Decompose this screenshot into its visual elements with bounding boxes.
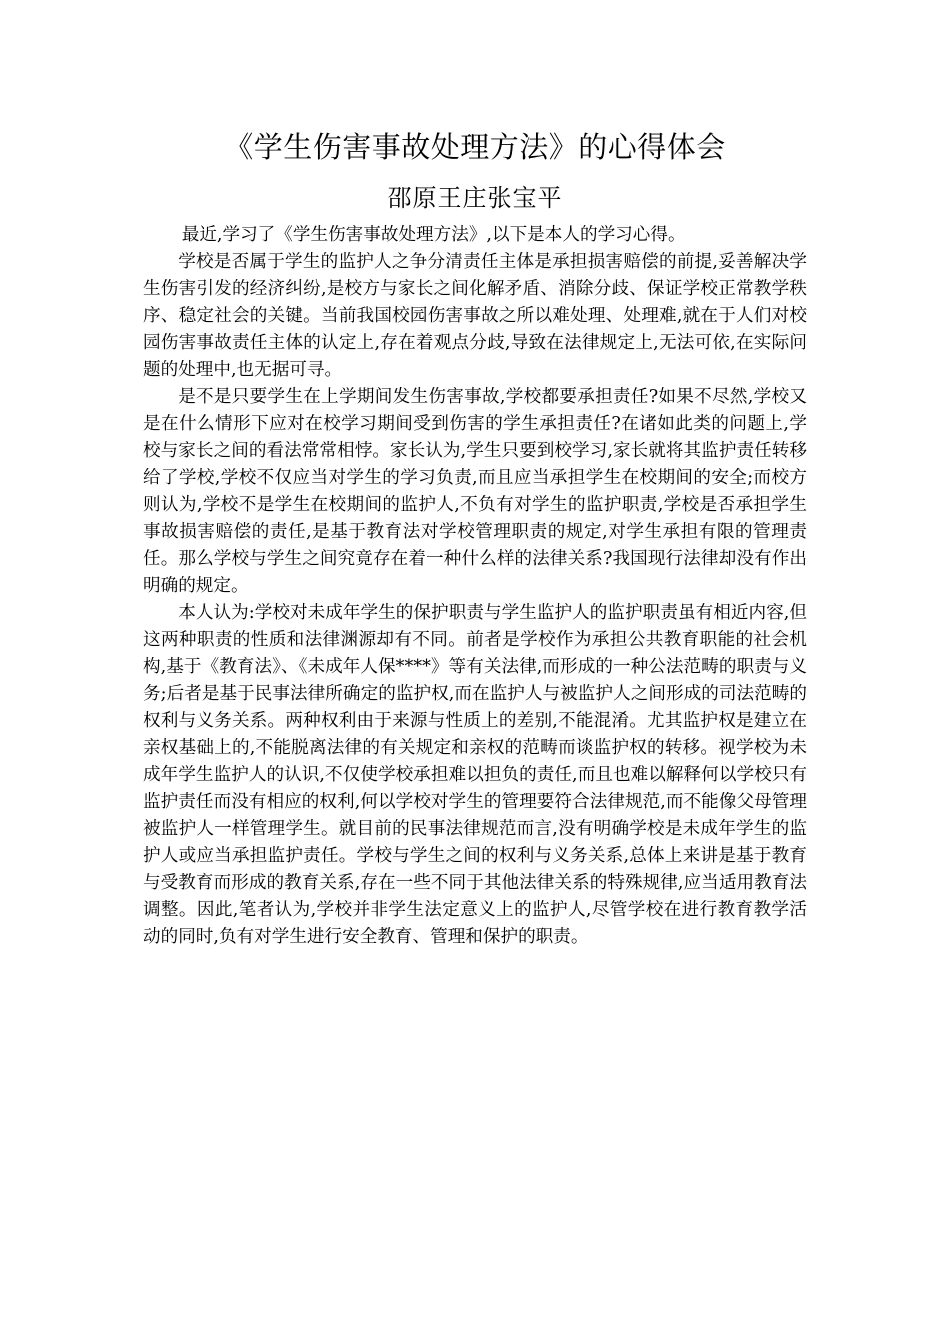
paragraph-3: 本人认为:学校对未成年学生的保护职责与学生监护人的监护职责虽有相近内容,但这两种职责的性质和法律渊源却有不同。前者是学校作为承担公共教育职能的社会机构,基于《教育法》、《未成年人保****》等有关法律,而形成的一种公法范畴的职责与义务;后者是基于民事法律所确定的监护权,而在监护人与被监护人之间形成的司法范畴的权利与义务关系。两种权利由于来源与性质上的差别,不能混淆。尤其监护权是建立在亲权基础上的,不能脱离法律的有关规定和亲权的范畴而谈监护权的转移。视学校为未成年学生监护人的认识,不仅使学校承担难以担负的责任,而且也难以解释何以学校只有监护责任而没有相应的权利,何以学校对学生的管理要符合法律规范,而不能像父母管理被监护人一样管理学生。就目前的民事法律规范而言,没有明确学校是未成年学生的监护人或应当承担监护责任。学校与学生之间的权利与义务关系,总体上来讲是基于教育与受教育而形成的教育关系,存在一些不同于其他法律关系的特殊规律,应当适用教育法调整。因此,笔者认为,学校并非学生法定意义上的监护人,尽管学校在进行教育教学活动的同时,负有对学生进行安全教育、管理和保护的职责。	[143, 603, 807, 947]
paragraph-2: 是不是只要学生在上学期间发生伤害事故,学校都要承担责任?如果不尽然,学校又是在什么情形下应对在校学习期间受到伤害的学生承担责任?在诸如此类的问题上,学校与家长之间的看法常常相悖。家长认为,学生只要到校学习,家长就将其监护责任转移给了学校,学校不仅应当对学生的学习负责,而且应当承担学生在校期间的安全;而校方则认为,学校不是学生在校期间的监护人,不负有对学生的监护职责,学校是否承担学生事故损害赔偿的责任,是基于教育法对学校管理职责的规定,对学生承担有限的管理责任。那么学校与学生之间究竟存在着一种什么样的法律关系?我国现行法律却没有作出明确的规定。	[143, 387, 807, 596]
document-title: 《学生伤害事故处理方法》的心得体会	[224, 130, 726, 164]
paragraph-1: 学校是否属于学生的监护人之争分清责任主体是承担损害赔偿的前提,妥善解决学生伤害引发的经济纠纷,是校方与家长之间化解矛盾、消除分歧、保证学校正常教学秩序、稳定社会的关键。当前我国校园伤害事故之所以难处理、处理难,就在于人们对校园伤害事故责任主体的认定上,存在着观点分歧,导致在法律规定上,无法可依,在实际问题的处理中,也无据可寻。	[143, 252, 807, 380]
paragraph-intro: 最近,学习了《学生伤害事故处理方法》,以下是本人的学习心得。	[181, 225, 686, 245]
document-body	[143, 222, 807, 951]
document-author: 邵原王庄张宝平	[387, 184, 563, 212]
